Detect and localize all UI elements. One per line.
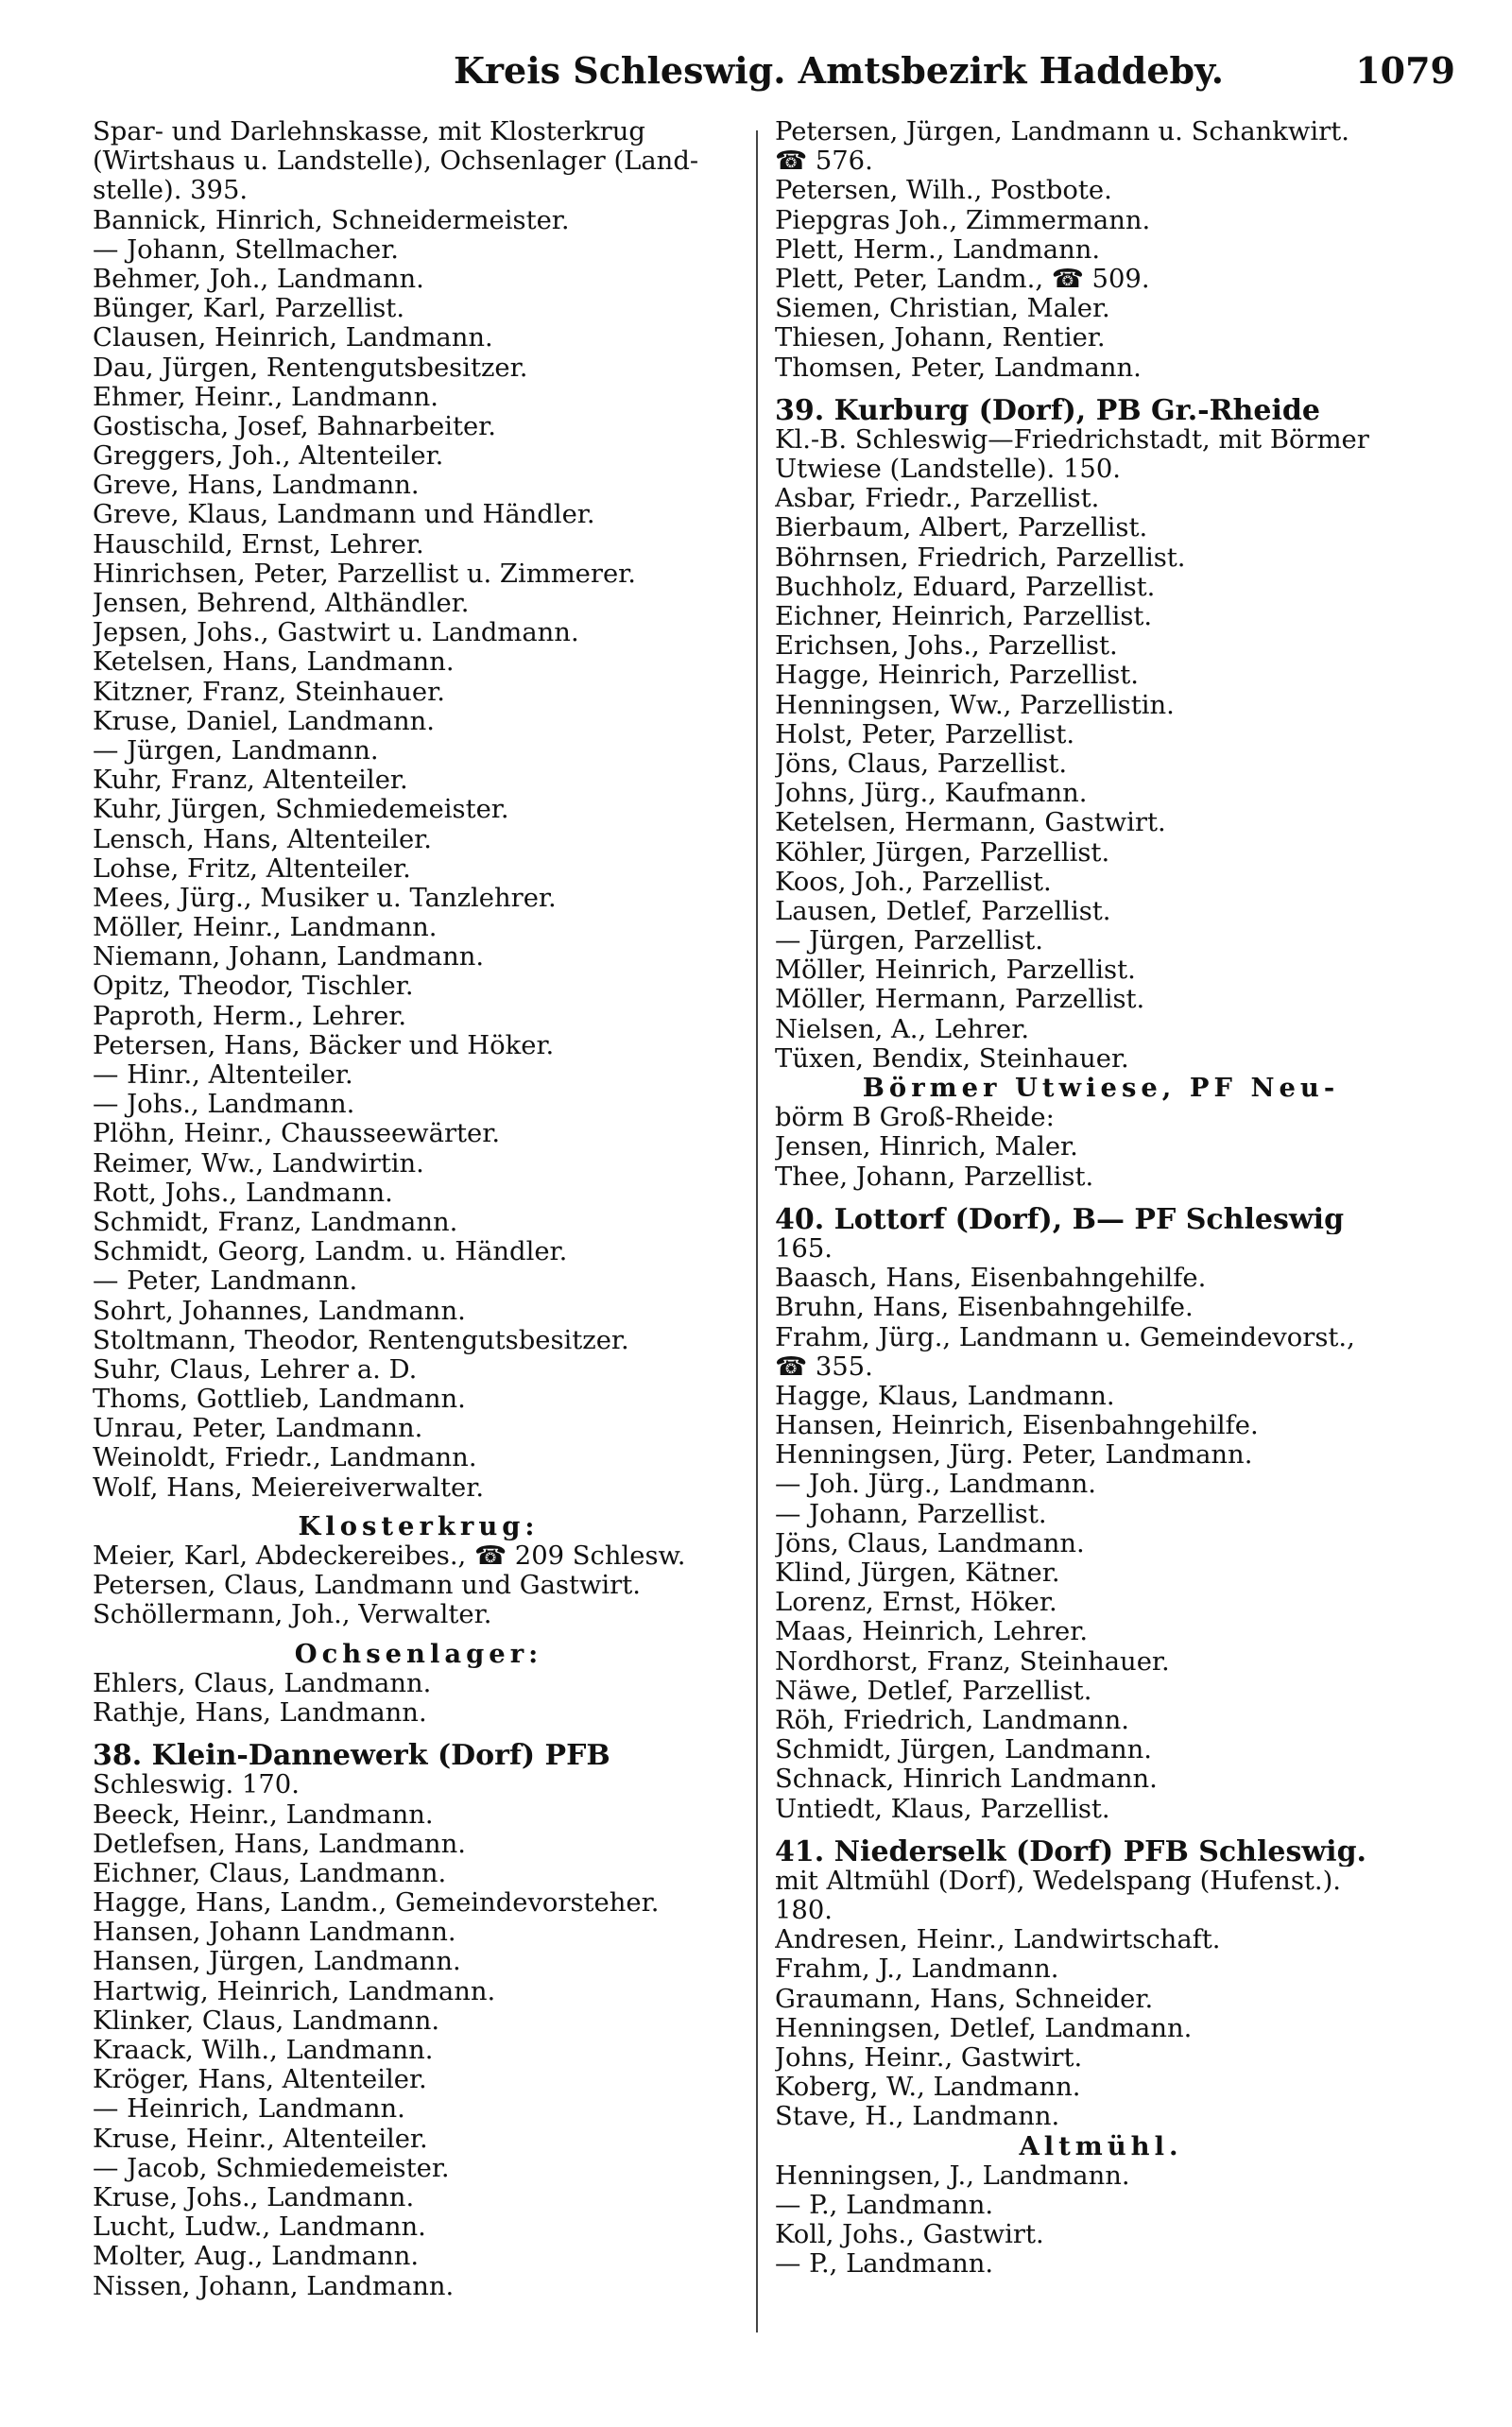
entry-line: Untiedt, Klaus, Parzellist.	[775, 1794, 1110, 1824]
entry-line: — Jacob, Schmiedemeister.	[93, 2153, 450, 2183]
entry-line: Frahm, Jürg., Landmann u. Gemeindevorst.,	[775, 1322, 1355, 1352]
entry-line: Spar- und Darlehnskasse, mit Klosterkrug	[93, 117, 645, 146]
entry-line: — Joh. Jürg., Landmann.	[775, 1470, 1096, 1500]
entry-line: Lensch, Hans, Altenteiler.	[93, 824, 432, 854]
page-number: 1079	[1355, 49, 1455, 92]
entry-line: Hauschild, Ernst, Lehrer.	[93, 529, 424, 559]
entry-line: Thomsen, Peter, Landmann.	[775, 353, 1142, 383]
entry-line: Petersen, Hans, Bäcker und Höker.	[93, 1030, 555, 1060]
entry-line: Jepsen, Johs., Gastwirt u. Landmann.	[93, 618, 579, 648]
entry-line: Baasch, Hans, Eisenbahngehilfe.	[775, 1264, 1207, 1294]
entry-line: Thee, Johann, Parzellist.	[775, 1162, 1094, 1192]
entry-line: Tüxen, Bendix, Steinhauer.	[775, 1043, 1129, 1074]
entry-line: Köhler, Jürgen, Parzellist.	[775, 837, 1110, 868]
left-column	[93, 117, 745, 2331]
entry-line: mit Altmühl (Dorf), Wedelspang (Hufenst.).	[775, 1866, 1341, 1896]
entry-line: Lohse, Fritz, Altenteiler.	[93, 853, 411, 884]
entry-line: Jöns, Claus, Parzellist.	[775, 749, 1068, 779]
entry-line: Rott, Johs., Landmann.	[93, 1178, 393, 1208]
entry-line: Kruse, Heinr., Altenteiler.	[93, 2124, 428, 2154]
entry-line: Schmidt, Franz, Landmann.	[93, 1207, 458, 1237]
entry-line: Möller, Heinrich, Parzellist.	[775, 955, 1136, 986]
entry-line: Ketelsen, Hermann, Gastwirt.	[775, 808, 1166, 838]
entry-line: — Jürgen, Landmann.	[93, 735, 379, 766]
entry-line: Möller, Hermann, Parzellist.	[775, 985, 1145, 1015]
entry-line: Greve, Klaus, Landmann und Händler.	[93, 500, 595, 530]
entry-line: Siemen, Christian, Maler.	[775, 294, 1110, 324]
entry-line: Hansen, Heinrich, Eisenbahngehilfe.	[775, 1411, 1259, 1441]
entry-line: Schmidt, Georg, Landm. u. Händler.	[93, 1237, 568, 1267]
entry-line: — Johs., Landmann.	[93, 1090, 355, 1120]
entry-line: Nielsen, A., Lehrer.	[775, 1014, 1030, 1044]
entry-line: Sohrt, Johannes, Landmann.	[93, 1296, 466, 1326]
entry-line: Johns, Jürg., Kaufmann.	[775, 779, 1088, 809]
entry-line: Bruhn, Hans, Eisenbahngehilfe.	[775, 1293, 1194, 1323]
entry-line: Henningsen, J., Landmann.	[775, 2160, 1130, 2191]
section-heading-38: 38. Klein-Dannewerk (Dorf) PFB	[93, 1741, 610, 1771]
entry-line: Kuhr, Jürgen, Schmiedemeister.	[93, 795, 509, 825]
entry-line: Stoltmann, Theodor, Rentengutsbesitzer.	[93, 1325, 629, 1355]
entry-line: Möller, Heinr., Landmann.	[93, 913, 438, 943]
entry-line: Greve, Hans, Landmann.	[93, 471, 420, 501]
section-heading-40: 40. Lottorf (Dorf), B— PF Schleswig	[775, 1204, 1345, 1234]
section-heading-39: 39. Kurburg (Dorf), PB Gr.-Rheide	[775, 395, 1320, 425]
entry-line	[93, 2301, 745, 2331]
entry-line: Molter, Aug., Landmann.	[93, 2242, 420, 2272]
entry-line: Schnack, Hinrich Landmann.	[775, 1764, 1158, 1795]
entry-line: Gostischa, Josef, Bahnarbeiter.	[93, 411, 496, 441]
entry-line: Hansen, Johann Landmann.	[93, 1918, 456, 1948]
entry-line: Jensen, Hinrich, Maler.	[775, 1132, 1078, 1162]
entry-line: Plöhn, Heinr., Chausseewärter.	[93, 1119, 501, 1149]
entry-line: Suhr, Claus, Lehrer a. D.	[93, 1354, 418, 1385]
entry-line: — Hinr., Altenteiler.	[93, 1060, 353, 1090]
entry-line: Kröger, Hans, Altenteiler.	[93, 2065, 427, 2095]
entry-line: Kitzner, Franz, Steinhauer.	[93, 677, 445, 707]
subheading-klosterkrug: Klosterkrug:	[298, 1511, 540, 1541]
entry-line: Thoms, Gottlieb, Landmann.	[93, 1385, 466, 1415]
entry-line: Buchholz, Eduard, Parzellist.	[775, 572, 1156, 602]
entry-line: Lausen, Detlef, Parzellist.	[775, 896, 1111, 926]
running-title: Kreis Schleswig. Amtsbezirk Haddeby.	[454, 49, 1225, 92]
entry-line: Lucht, Ludw., Landmann.	[93, 2212, 426, 2243]
entry-line: — P., Landmann.	[775, 2249, 994, 2280]
entry-line: Kruse, Johs., Landmann.	[93, 2182, 415, 2212]
entry-line: — Peter, Landmann.	[93, 1266, 358, 1297]
entry-line: Schmidt, Jürgen, Landmann.	[775, 1735, 1152, 1765]
entry-line: Kuhr, Franz, Altenteiler.	[93, 766, 408, 796]
entry-line: — Johann, Parzellist.	[775, 1499, 1047, 1529]
entry-line: Bierbaum, Albert, Parzellist.	[775, 513, 1148, 543]
entry-line: 165.	[775, 1233, 833, 1264]
entry-line: Ketelsen, Hans, Landmann.	[93, 647, 455, 678]
entry-line: Detlefsen, Hans, Landmann.	[93, 1829, 466, 1859]
entry-line: Schleswig. 170.	[93, 1770, 300, 1800]
entry-line: Johns, Heinr., Gastwirt.	[775, 2043, 1083, 2073]
entry-line: Frahm, J., Landmann.	[775, 1954, 1059, 1985]
entry-line: Hartwig, Heinrich, Landmann.	[93, 1976, 496, 2006]
entry-line: Eichner, Heinrich, Parzellist.	[775, 602, 1153, 631]
entry-line: Klinker, Claus, Landmann.	[93, 2005, 440, 2036]
entry-line: Koberg, W., Landmann.	[775, 2073, 1081, 2103]
entry-line: Koos, Joh., Parzellist.	[775, 867, 1052, 897]
entry-line: Bünger, Karl, Parzellist.	[93, 294, 405, 324]
entry-line: Clausen, Heinrich, Landmann.	[93, 323, 493, 353]
entry-line: Henningsen, Ww., Parzellistin.	[775, 690, 1175, 720]
entry-line: Unrau, Peter, Landmann.	[93, 1414, 423, 1444]
entry-line: Bannick, Hinrich, Schneidermeister.	[93, 205, 570, 235]
right-column	[775, 117, 1427, 2280]
entry-line: Paproth, Herm., Lehrer.	[93, 1001, 407, 1031]
entry-line: ☎ 576.	[775, 146, 873, 177]
entry-line: Koll, Johs., Gastwirt.	[775, 2220, 1044, 2250]
entry-line: Greggers, Joh., Altenteiler.	[93, 441, 444, 472]
page-header	[94, 49, 1455, 106]
entry-line: Beeck, Heinr., Landmann.	[93, 1799, 434, 1830]
entry-line: Stave, H., Landmann.	[775, 2102, 1060, 2132]
entry-line: Asbar, Friedr., Parzellist.	[775, 484, 1100, 514]
entry-line: Plett, Herm., Landmann.	[775, 234, 1101, 265]
entry-line: (Wirtshaus u. Landstelle), Ochsenlager (Land-	[93, 146, 699, 177]
subheading-ochsenlager: Ochsenlager:	[294, 1639, 543, 1669]
entry-line: Petersen, Wilh., Postbote.	[775, 176, 1112, 206]
entry-line: Weinoldt, Friedr., Landmann.	[93, 1443, 477, 1473]
entry-line: Röh, Friedrich, Landmann.	[775, 1705, 1130, 1735]
entry-line: Kruse, Daniel, Landmann.	[93, 706, 435, 736]
entry-line: Behmer, Joh., Landmann.	[93, 264, 424, 294]
entry-line: Hagge, Klaus, Landmann.	[775, 1381, 1115, 1411]
entry-line: Wolf, Hans, Meiereiverwalter.	[93, 1472, 485, 1503]
entry-line: Nissen, Johann, Landmann.	[93, 2271, 455, 2301]
entry-line: — P., Landmann.	[775, 2190, 994, 2220]
entry-line: börm B Groß-Rheide:	[775, 1103, 1055, 1133]
entry-line: Andresen, Heinr., Landwirtschaft.	[775, 1925, 1221, 1955]
entry-line: Maas, Heinrich, Lehrer.	[775, 1617, 1089, 1647]
entry-line: Dau, Jürgen, Rentengutsbesitzer.	[93, 353, 528, 383]
entry-line: Kraack, Wilh., Landmann.	[93, 2036, 434, 2065]
entry-line: Holst, Peter, Parzellist.	[775, 719, 1075, 749]
entry-line: Jöns, Claus, Landmann.	[775, 1528, 1085, 1558]
entry-line: Hinrichsen, Peter, Parzellist u. Zimmerer.	[93, 559, 636, 589]
entry-line: Thiesen, Johann, Rentier.	[775, 323, 1106, 353]
entry-line: Eichner, Claus, Landmann.	[93, 1858, 447, 1888]
entry-line: Böhrnsen, Friedrich, Parzellist.	[775, 542, 1186, 573]
entry-line: 180.	[775, 1896, 833, 1926]
entry-line: Niemann, Johann, Landmann.	[93, 942, 485, 973]
entry-line: Schöllermann, Joh., Verwalter.	[93, 1600, 492, 1630]
entry-line: Erichsen, Johs., Parzellist.	[775, 631, 1118, 662]
entry-line: Plett, Peter, Landm., ☎ 509.	[775, 264, 1150, 294]
entry-line: Opitz, Theodor, Tischler.	[93, 972, 414, 1002]
entry-line: Klind, Jürgen, Kätner.	[775, 1558, 1060, 1588]
entry-line: Petersen, Claus, Landmann und Gastwirt.	[93, 1571, 641, 1601]
subheading-altmuehl: Altmühl.	[1019, 2131, 1183, 2161]
entry-line: ☎ 355.	[775, 1351, 873, 1382]
entry-line: Meier, Karl, Abdeckereibes., ☎ 209 Schlesw.	[93, 1541, 686, 1571]
entry-line: Ehlers, Claus, Landmann.	[93, 1668, 432, 1698]
entry-line: Hagge, Heinrich, Parzellist.	[775, 661, 1139, 691]
entry-line: Näwe, Detlef, Parzellist.	[775, 1676, 1092, 1706]
column-divider	[756, 130, 758, 2332]
entry-line: Graumann, Hans, Schneider.	[775, 1984, 1154, 2014]
entry-line: Henningsen, Detlef, Landmann.	[775, 2013, 1193, 2043]
entry-line: Reimer, Ww., Landwirtin.	[93, 1148, 424, 1179]
entry-line: Utwiese (Landstelle). 150.	[775, 455, 1121, 485]
entry-line: — Heinrich, Landmann.	[93, 2094, 405, 2125]
entry-line: Nordhorst, Franz, Steinhauer.	[775, 1646, 1170, 1677]
entry-line: Jensen, Behrend, Althändler.	[93, 589, 470, 618]
entry-line: Rathje, Hans, Landmann.	[93, 1697, 427, 1728]
entry-line: — Johann, Stellmacher.	[93, 234, 400, 265]
section-heading-41: 41. Niederselk (Dorf) PFB Schleswig.	[775, 1836, 1367, 1867]
entry-line: Hagge, Hans, Landm., Gemeindevorsteher.	[93, 1888, 660, 1919]
entry-line: Lorenz, Ernst, Höker.	[775, 1588, 1057, 1618]
entry-line: stelle). 395.	[93, 176, 249, 206]
entry-line: Ehmer, Heinr., Landmann.	[93, 382, 438, 412]
subheading-boermer-utwiese: Börmer Utwiese, PF Neu-	[862, 1074, 1340, 1103]
entry-line: Kl.-B. Schleswig—Friedrichstadt, mit Börmer	[775, 424, 1369, 455]
entry-line: Petersen, Jürgen, Landmann u. Schankwirt.	[775, 117, 1349, 146]
entry-line: Piepgras Joh., Zimmermann.	[775, 205, 1151, 235]
entry-line: Hansen, Jürgen, Landmann.	[93, 1947, 461, 1977]
entry-line: Mees, Jürg., Musiker u. Tanzlehrer.	[93, 883, 557, 913]
entry-line: — Jürgen, Parzellist.	[775, 926, 1043, 956]
entry-line: Henningsen, Jürg. Peter, Landmann.	[775, 1440, 1253, 1471]
